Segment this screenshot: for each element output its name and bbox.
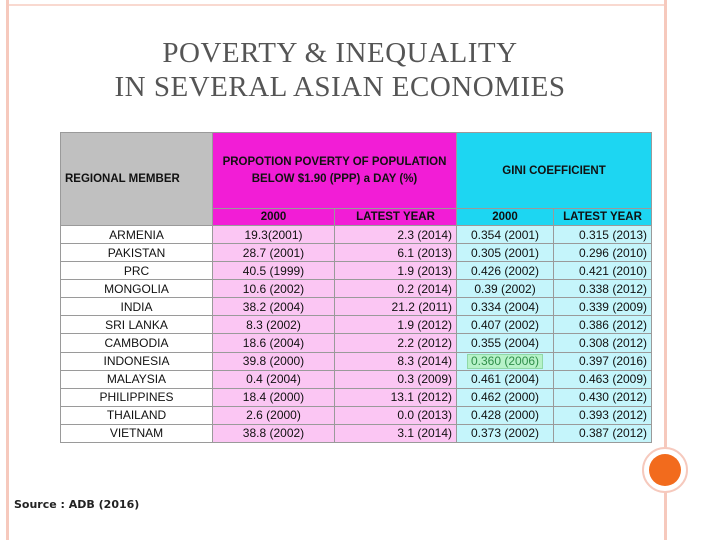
subheader-gini-2000: 2000: [457, 209, 554, 226]
cell-gini-2000: 0.334 (2004): [457, 298, 554, 316]
cell-poverty-2000: 39.8 (2000): [213, 352, 335, 370]
cell-gini-latest: 0.387 (2012): [554, 424, 652, 442]
cell-country: MALAYSIA: [61, 370, 213, 388]
decorative-circle-dot: [649, 454, 681, 486]
table-row: [61, 334, 652, 352]
cell-country: INDIA: [61, 298, 213, 316]
cell-poverty-2000: 0.4 (2004): [213, 370, 335, 388]
cell-poverty-latest: 13.1 (2012): [335, 388, 457, 406]
cell-poverty-2000: 38.8 (2002): [213, 424, 335, 442]
subheader-gini-latest: LATEST YEAR: [554, 209, 652, 226]
cell-gini-2000-highlighted: [457, 352, 554, 370]
header-gini: GINI COEFFICIENT: [457, 133, 652, 209]
cell-gini-latest: 0.338 (2012): [554, 280, 652, 298]
table-row: [61, 424, 652, 442]
cell-gini-latest: 0.315 (2013): [554, 226, 652, 244]
cell-country: SRI LANKA: [61, 316, 213, 334]
cell-poverty-2000: 10.6 (2002): [213, 280, 335, 298]
cell-gini-2000: 0.428 (2000): [457, 406, 554, 424]
cell-gini-2000: 0.426 (2002): [457, 262, 554, 280]
cell-gini-latest: 0.393 (2012): [554, 406, 652, 424]
cell-country: ARMENIA: [61, 226, 213, 244]
cell-country: INDONESIA: [61, 352, 213, 370]
cell-poverty-latest: 3.1 (2014): [335, 424, 457, 442]
cell-poverty-2000: 18.6 (2004): [213, 334, 335, 352]
cell-gini-2000: 0.461 (2004): [457, 370, 554, 388]
cell-gini-2000: 0.39 (2002): [457, 280, 554, 298]
cell-gini-2000: 0.407 (2002): [457, 316, 554, 334]
table-row: [61, 352, 652, 370]
source-note: Source : ADB (2016): [14, 498, 140, 511]
cell-poverty-2000: 2.6 (2000): [213, 406, 335, 424]
cell-gini-latest: 0.386 (2012): [554, 316, 652, 334]
cell-gini-latest: 0.308 (2012): [554, 334, 652, 352]
cell-country: CAMBODIA: [61, 334, 213, 352]
cell-poverty-latest: 1.9 (2013): [335, 262, 457, 280]
cell-country: PHILIPPINES: [61, 388, 213, 406]
cell-country: THAILAND: [61, 406, 213, 424]
cell-poverty-latest: 2.3 (2014): [335, 226, 457, 244]
frame-left-line: [6, 0, 9, 540]
cell-gini-latest: 0.339 (2009): [554, 298, 652, 316]
cell-poverty-2000: 28.7 (2001): [213, 244, 335, 262]
highlighted-value: 0.360 (2006): [467, 354, 543, 369]
table-row: [61, 262, 652, 280]
cell-country: MONGOLIA: [61, 280, 213, 298]
table-row: [61, 280, 652, 298]
slide-title-line2: IN SEVERAL ASIAN ECONOMIES: [114, 71, 566, 103]
cell-gini-2000: 0.355 (2004): [457, 334, 554, 352]
table-row: [61, 244, 652, 262]
cell-country: PRC: [61, 262, 213, 280]
cell-poverty-latest: 8.3 (2014): [335, 352, 457, 370]
table-row: [61, 406, 652, 424]
table-row: [61, 316, 652, 334]
cell-poverty-2000: 38.2 (2004): [213, 298, 335, 316]
cell-poverty-latest: 6.1 (2013): [335, 244, 457, 262]
cell-poverty-latest: 0.2 (2014): [335, 280, 457, 298]
subheader-poverty-latest: LATEST YEAR: [335, 209, 457, 226]
cell-country: VIETNAM: [61, 424, 213, 442]
frame-top-line: [6, 4, 667, 6]
cell-gini-2000: 0.305 (2001): [457, 244, 554, 262]
cell-gini-2000: 0.373 (2002): [457, 424, 554, 442]
table-row: [61, 226, 652, 244]
cell-gini-latest: 0.397 (2016): [554, 352, 652, 370]
cell-poverty-2000: 19.3(2001): [213, 226, 335, 244]
cell-poverty-latest: 0.3 (2009): [335, 370, 457, 388]
header-regional-member: REGIONAL MEMBER: [61, 133, 213, 226]
table-row: [61, 388, 652, 406]
cell-poverty-2000: 18.4 (2000): [213, 388, 335, 406]
table-row: [61, 298, 652, 316]
header-poverty-line1: PROPOTION POVERTY OF POPULATION: [222, 155, 447, 168]
header-poverty-line2: BELOW $1.90 (PPP) a DAY (%): [251, 172, 418, 185]
cell-gini-latest: 0.430 (2012): [554, 388, 652, 406]
poverty-inequality-table: [60, 132, 652, 443]
cell-poverty-latest: 0.0 (2013): [335, 406, 457, 424]
frame-right-line: [664, 0, 667, 448]
frame-right-line-lower: [664, 492, 667, 540]
header-poverty: [213, 133, 457, 209]
table-row: [61, 370, 652, 388]
slide-title: [40, 36, 640, 104]
cell-gini-2000: 0.462 (2000): [457, 388, 554, 406]
cell-gini-latest: 0.296 (2010): [554, 244, 652, 262]
cell-gini-latest: 0.421 (2010): [554, 262, 652, 280]
cell-gini-latest: 0.463 (2009): [554, 370, 652, 388]
cell-poverty-latest: 1.9 (2012): [335, 316, 457, 334]
cell-country: PAKISTAN: [61, 244, 213, 262]
cell-poverty-2000: 8.3 (2002): [213, 316, 335, 334]
slide-title-line1: POVERTY & INEQUALITY: [162, 37, 518, 69]
cell-poverty-latest: 21.2 (2011): [335, 298, 457, 316]
cell-poverty-2000: 40.5 (1999): [213, 262, 335, 280]
cell-gini-2000: 0.354 (2001): [457, 226, 554, 244]
cell-poverty-latest: 2.2 (2012): [335, 334, 457, 352]
subheader-poverty-2000: 2000: [213, 209, 335, 226]
